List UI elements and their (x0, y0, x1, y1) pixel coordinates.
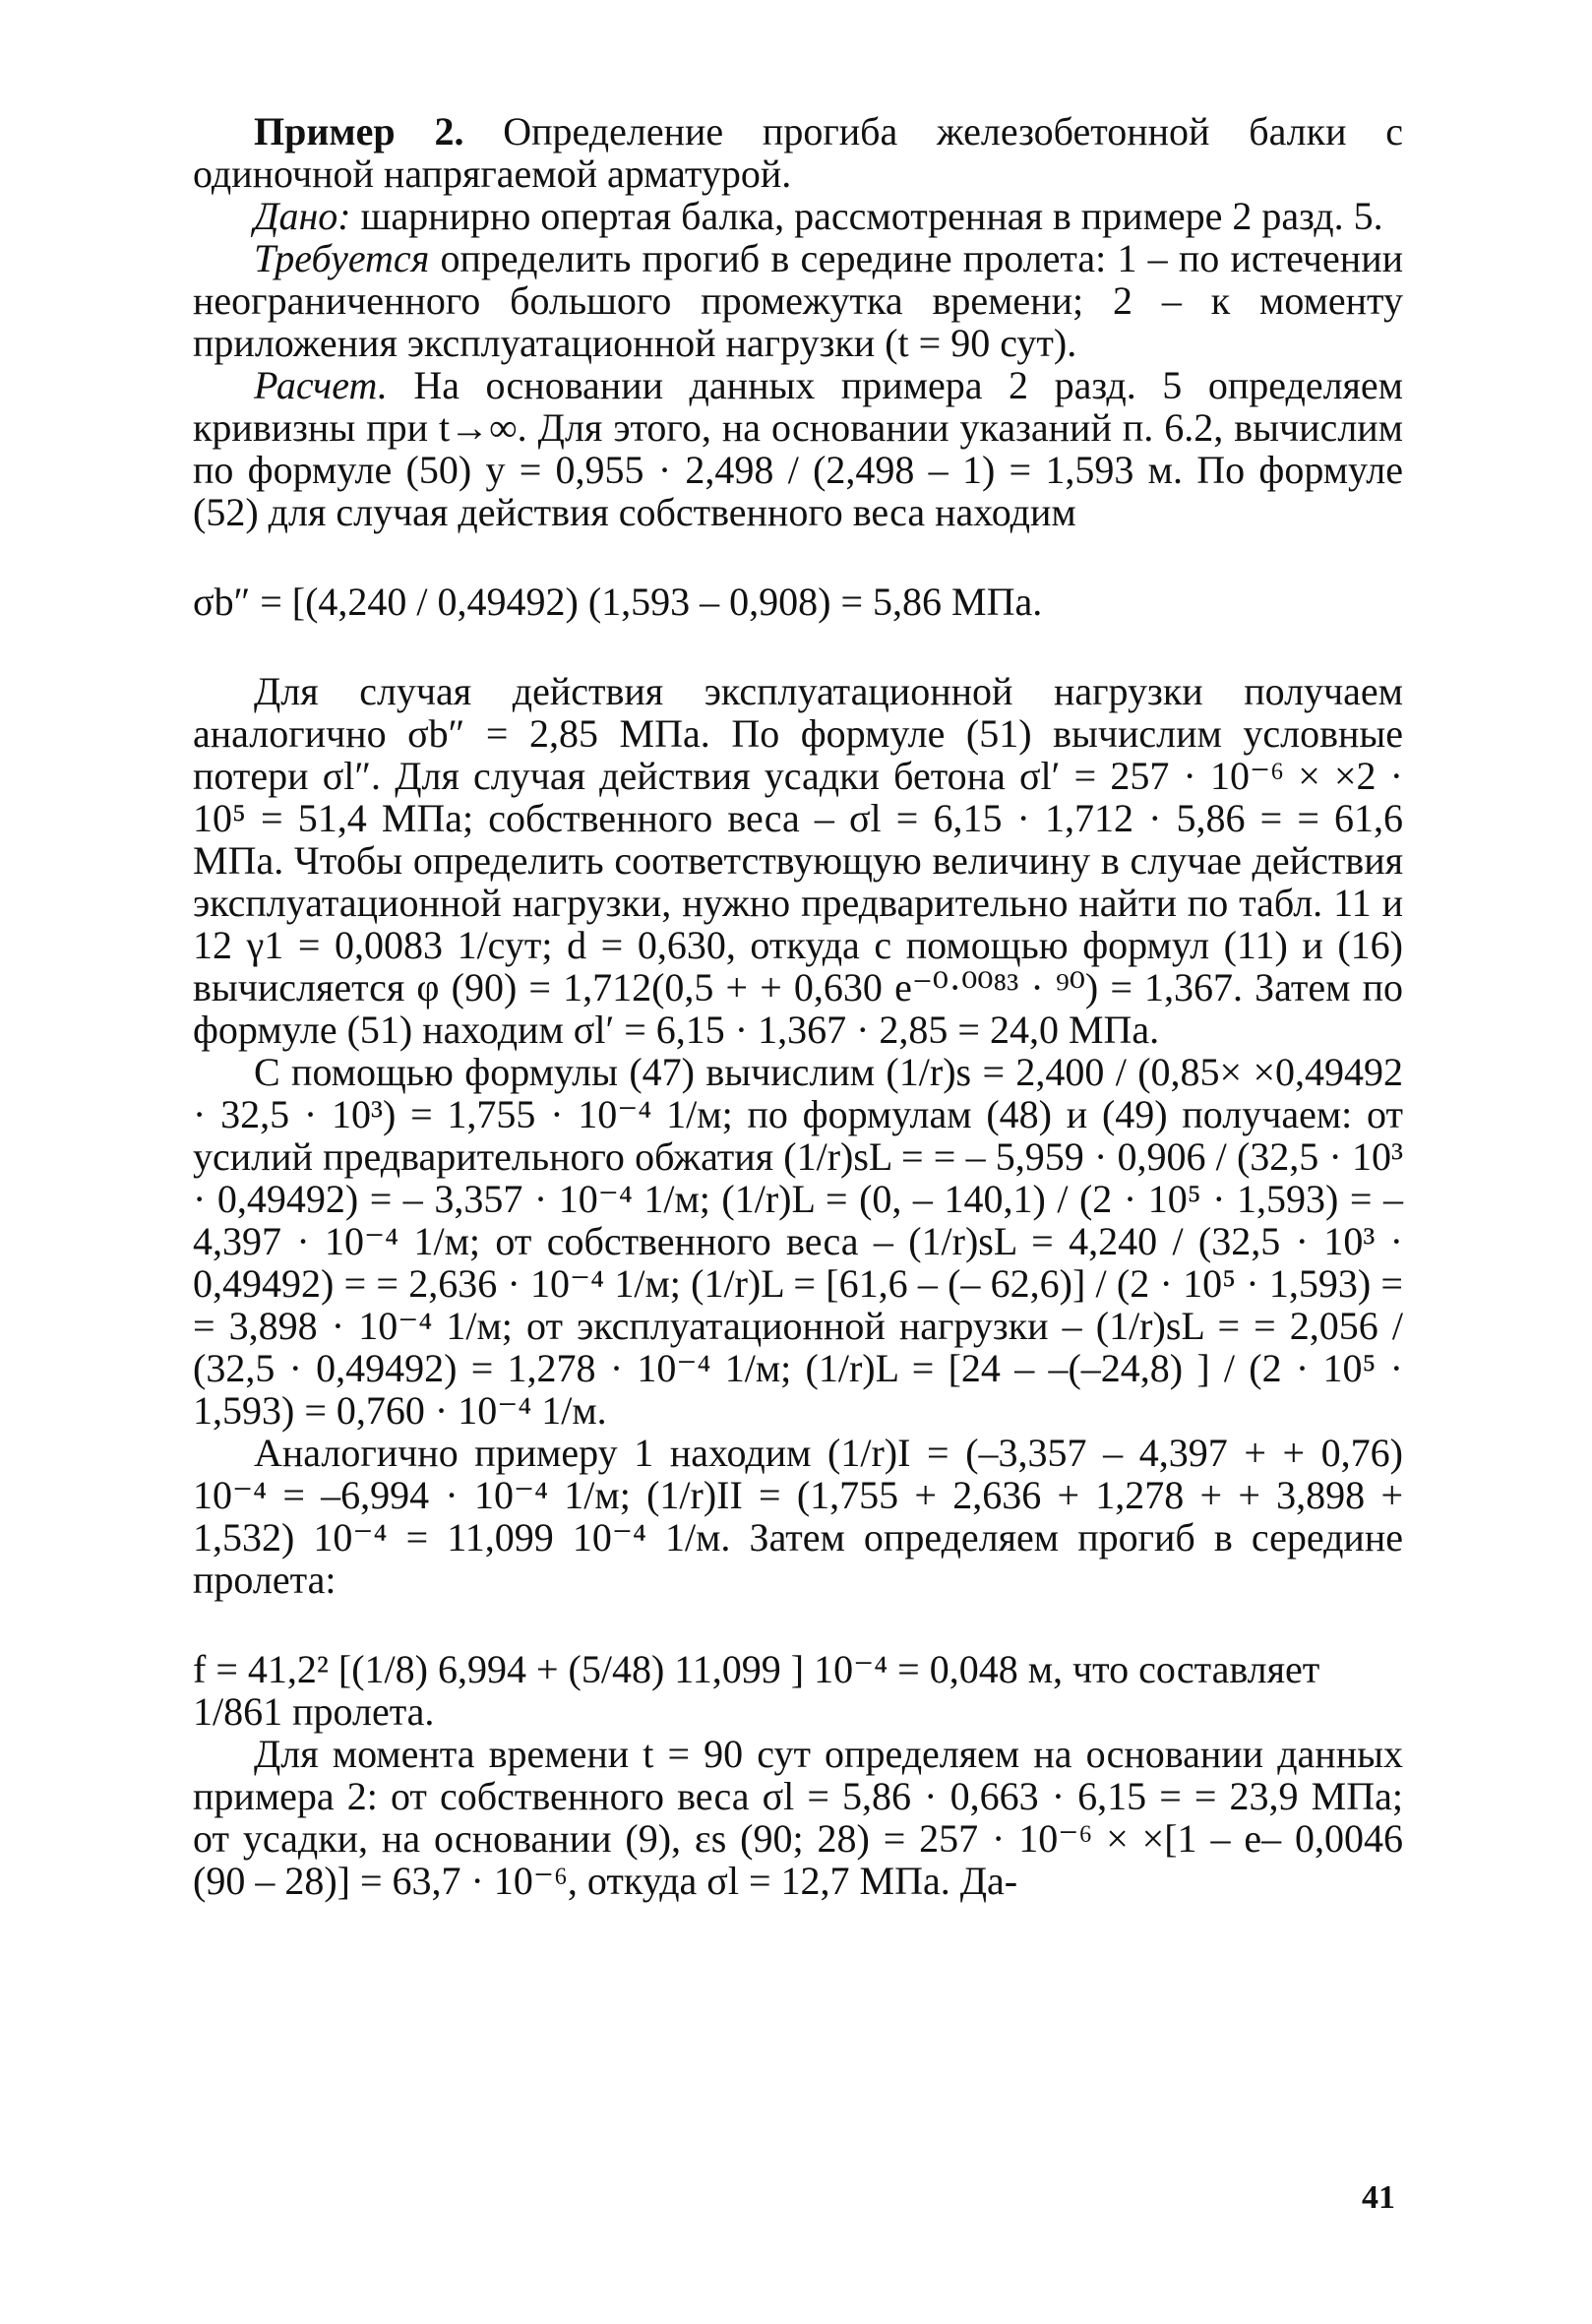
calculation-paragraph (193, 364, 1403, 533)
page-body (193, 110, 1403, 1902)
formula-stress: σb″ = [(4,240 / 0,49492) (1,593 – 0,908) = 5,86 МПа. (193, 580, 1043, 624)
total-curvature-paragraph: Аналогично примеру 1 находим (1/r)I = (–3,357 – 4,397 + + 0,76) 10⁻⁴ = –6,994 · 10⁻⁴ 1/м; (1/r)II = (1,755 + 2,636 + 1,278 + + 3,898 + 1,532) 10⁻⁴ = 11,099 10⁻⁴ 1/м. Затем определяем прогиб в середине пролета: (193, 1431, 1403, 1602)
required-text: определить прогиб в середине пролета: 1 – по истечении неограниченного большого промежутка времени; 2 – к моменту приложения эксплуатационной нагрузки (t = 90 сут). (193, 236, 1403, 365)
given-text: шарнирно опертая балка, рассмотренная в примере 2 разд. 5. (350, 194, 1383, 238)
required-label: Требуется (254, 236, 430, 280)
formula-deflection: f = 41,2² [(1/8) 6,994 + (5/48) 11,099 ] 10⁻⁴ = 0,048 м, что составляет 1/861 пролета. (193, 1647, 1320, 1734)
curvature-paragraph: С помощью формулы (47) вычислим (1/r)s = 2,400 / (0,85× ×0,49492 · 32,5 · 10³) = 1,755 · 10⁻⁴ 1/м; по формулам (48) и (49) получаем: от усилий предварительного обжатия (1/r)sL = = – 5,959 · 0,906 / (32,5 · 10³ · 0,49492) = – 3,357 · 10⁻⁴ 1/м; (1/r)L = (0, – 140,1) / (2 · 10⁵ · 1,593) = – 4,397 · 10⁻⁴ 1/м; от собственного веса – (1/r)sL = 4,240 / (32,5 · 10³ · 0,49492) = = 2,636 · 10⁻⁴ 1/м; (1/r)L = [61,6 – (– 62,6)] / (2 · 10⁵ · 1,593) = = 3,898 · 10⁻⁴ 1/м; от эксплуатационной нагрузки – (1/r)sL = = 2,056 / (32,5 · 0,49492) = 1,278 · 10⁻⁴ 1/м; (1/r)L = [24 – –(–24,8) ] / (2 · 10⁵ · 1,593) = 0,760 · 10⁻⁴ 1/м. (193, 1050, 1403, 1433)
calculation-text: На основании данных примера 2 разд. 5 определяем кривизны при t→∞. Для этого, на основании указаний п. 6.2, вычислим по формуле (50) y = 0,955 · 2,498 / (2,498 – 1) = 1,593 м. По формуле (52) для случая действия собственного веса находим (193, 363, 1403, 534)
losses-paragraph: Для случая действия эксплуатационной нагрузки получаем аналогично σb″ = 2,85 МПа. По формуле (51) вычислим условные потери σl″. Для случая действия усадки бетона σl′ = 257 · 10⁻⁶ × ×2 · 10⁵ = 51,4 МПа; собственного веса – σl = 6,15 · 1,712 · 5,86 = = 61,6 МПа. Чтобы определить соответствующую величину в случае действия эксплуатационной нагрузки, нужно предварительно найти по табл. 11 и 12 γ1 = 0,0083 1/сут; d = 0,630, откуда с помощью формул (11) и (16) вычисляется φ (90) = 1,712(0,5 + + 0,630 e⁻⁰·⁰⁰⁸³ · ⁹⁰) = 1,367. Затем по формуле (51) находим σl′ = 6,15 · 1,367 · 2,85 = 24,0 МПа. (193, 669, 1403, 1052)
time-moment-paragraph: Для момента времени t = 90 сут определяем на основании данных примера 2: от собственного веса σl = 5,86 · 0,663 · 6,15 = = 23,9 МПа; от усадки, на основании (9), εs (90; 28) = 257 · 10⁻⁶ × ×[1 – e– 0,0046 (90 – 28)] = 63,7 · 10⁻⁶, откуда σl = 12,7 МПа. Да- (193, 1732, 1403, 1903)
example-heading: Пример 2. (254, 109, 464, 153)
page-number: 41 (1362, 2179, 1395, 2216)
given-label: Дано: (254, 194, 351, 238)
required-paragraph (193, 237, 1403, 364)
calculation-label: Расчет. (254, 363, 388, 407)
given-paragraph (193, 195, 1403, 237)
example-paragraph (193, 110, 1403, 195)
example-title: Определение прогиба железобетонной балки с одиночной напрягаемой арматурой. (193, 109, 1404, 196)
